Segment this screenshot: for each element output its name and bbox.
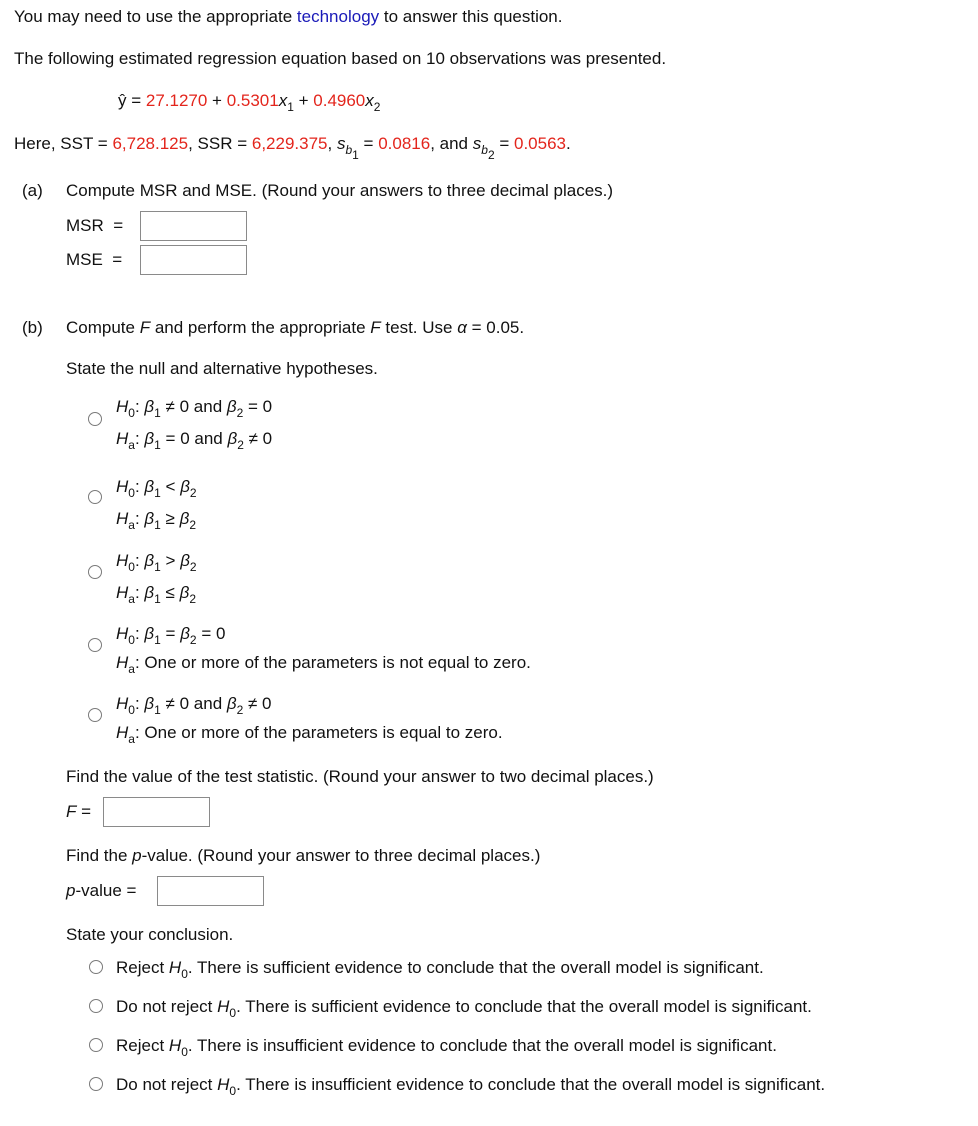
hypothesis-option-4-ha: $H_a$: One or more of the parameters is not equal to zero.	[116, 653, 531, 676]
conclusion-option-3-text: Reject $H_0$. There is insufficient evidence to conclude that the overall model is significant.	[116, 1036, 777, 1059]
hypothesis-option-3-h0: $H_0$: $\beta_1 > \beta_2$	[116, 551, 197, 574]
f-label: F =	[66, 802, 92, 821]
part-b-label: (b)	[22, 318, 43, 337]
intro-text: You may need to use the appropriate technology to answer this question.	[14, 7, 563, 26]
conclusion-option-3-radio[interactable]	[89, 1038, 103, 1052]
pvalue-input[interactable]	[157, 876, 264, 906]
conclusion-option-4-radio[interactable]	[89, 1077, 103, 1091]
conclusion-option-1-text: Reject $H_0$. There is sufficient evidence to conclude that the overall model is significant.	[116, 958, 764, 981]
f-input[interactable]	[103, 797, 210, 827]
part-b-question: Compute F and perform the appropriate F test. Use α = 0.05.	[66, 318, 525, 337]
given-values: Here, SST = 6,728.125, SSR = 6,229.375, $s_{b_1} = 0.0816$, and $s_{b_2} = 0.0563$.	[14, 134, 571, 162]
regression-equation: ŷ = $27.1270 + 0.5301x_1 + 0.4960x_2$	[118, 91, 381, 114]
part-a-question: Compute MSR and MSE. (Round your answers to three decimal places.)	[66, 181, 614, 200]
msr-input[interactable]	[140, 211, 247, 241]
hypothesis-option-2-radio[interactable]	[88, 490, 102, 504]
hypothesis-option-1-radio[interactable]	[88, 412, 102, 426]
test-statistic-prompt: Find the value of the test statistic. (Round your answer to two decimal places.)	[66, 767, 654, 786]
msr-label: MSR =	[66, 216, 124, 235]
conclusion-option-2-radio[interactable]	[89, 999, 103, 1013]
hypothesis-option-2-h0: $H_0$: $\beta_1 < \beta_2$	[116, 477, 197, 500]
hypothesis-option-3-ha: $H_a$: $\beta_1 \le \beta_2$	[116, 583, 197, 606]
conclusion-option-1-radio[interactable]	[89, 960, 103, 974]
conclusion-option-2-text: Do not reject $H_0$. There is sufficient evidence to conclude that the overall model is significant.	[116, 997, 812, 1020]
conclusion-prompt: State your conclusion.	[66, 925, 234, 944]
hypothesis-option-3-radio[interactable]	[88, 565, 102, 579]
technology-link[interactable]: technology	[296, 7, 380, 26]
hypothesis-option-5-h0: $H_0$: $\beta_1 \ne 0$ and $\beta_2 \ne 0$	[116, 694, 272, 717]
conclusion-option-4-text: Do not reject $H_0$. There is insufficient evidence to conclude that the overall model is significant.	[116, 1075, 826, 1098]
hypothesis-option-2-ha: $H_a$: $\beta_1 \ge \beta_2$	[116, 509, 197, 532]
part-a-label: (a)	[22, 181, 43, 200]
hypothesis-option-5-radio[interactable]	[88, 708, 102, 722]
pvalue-label: p-value =	[66, 881, 137, 900]
pvalue-prompt: Find the p-value. (Round your answer to three decimal places.)	[66, 846, 541, 865]
hypothesis-option-4-h0: $H_0$: $\beta_1 = \beta_2 = 0$	[116, 624, 226, 647]
hypothesis-option-1-ha: $H_a$: $\beta_1 = 0$ and $\beta_2 \ne 0$	[116, 429, 273, 452]
hypothesis-option-4-radio[interactable]	[88, 638, 102, 652]
mse-input[interactable]	[140, 245, 247, 275]
hypotheses-prompt: State the null and alternative hypotheses.	[66, 359, 378, 378]
problem-statement: The following estimated regression equation based on 10 observations was presented.	[14, 49, 667, 68]
hypothesis-option-1-h0: $H_0$: $\beta_1 \ne 0$ and $\beta_2 = 0$	[116, 397, 273, 420]
mse-label: MSE =	[66, 250, 123, 269]
hypothesis-option-5-ha: $H_a$: One or more of the parameters is equal to zero.	[116, 723, 503, 746]
